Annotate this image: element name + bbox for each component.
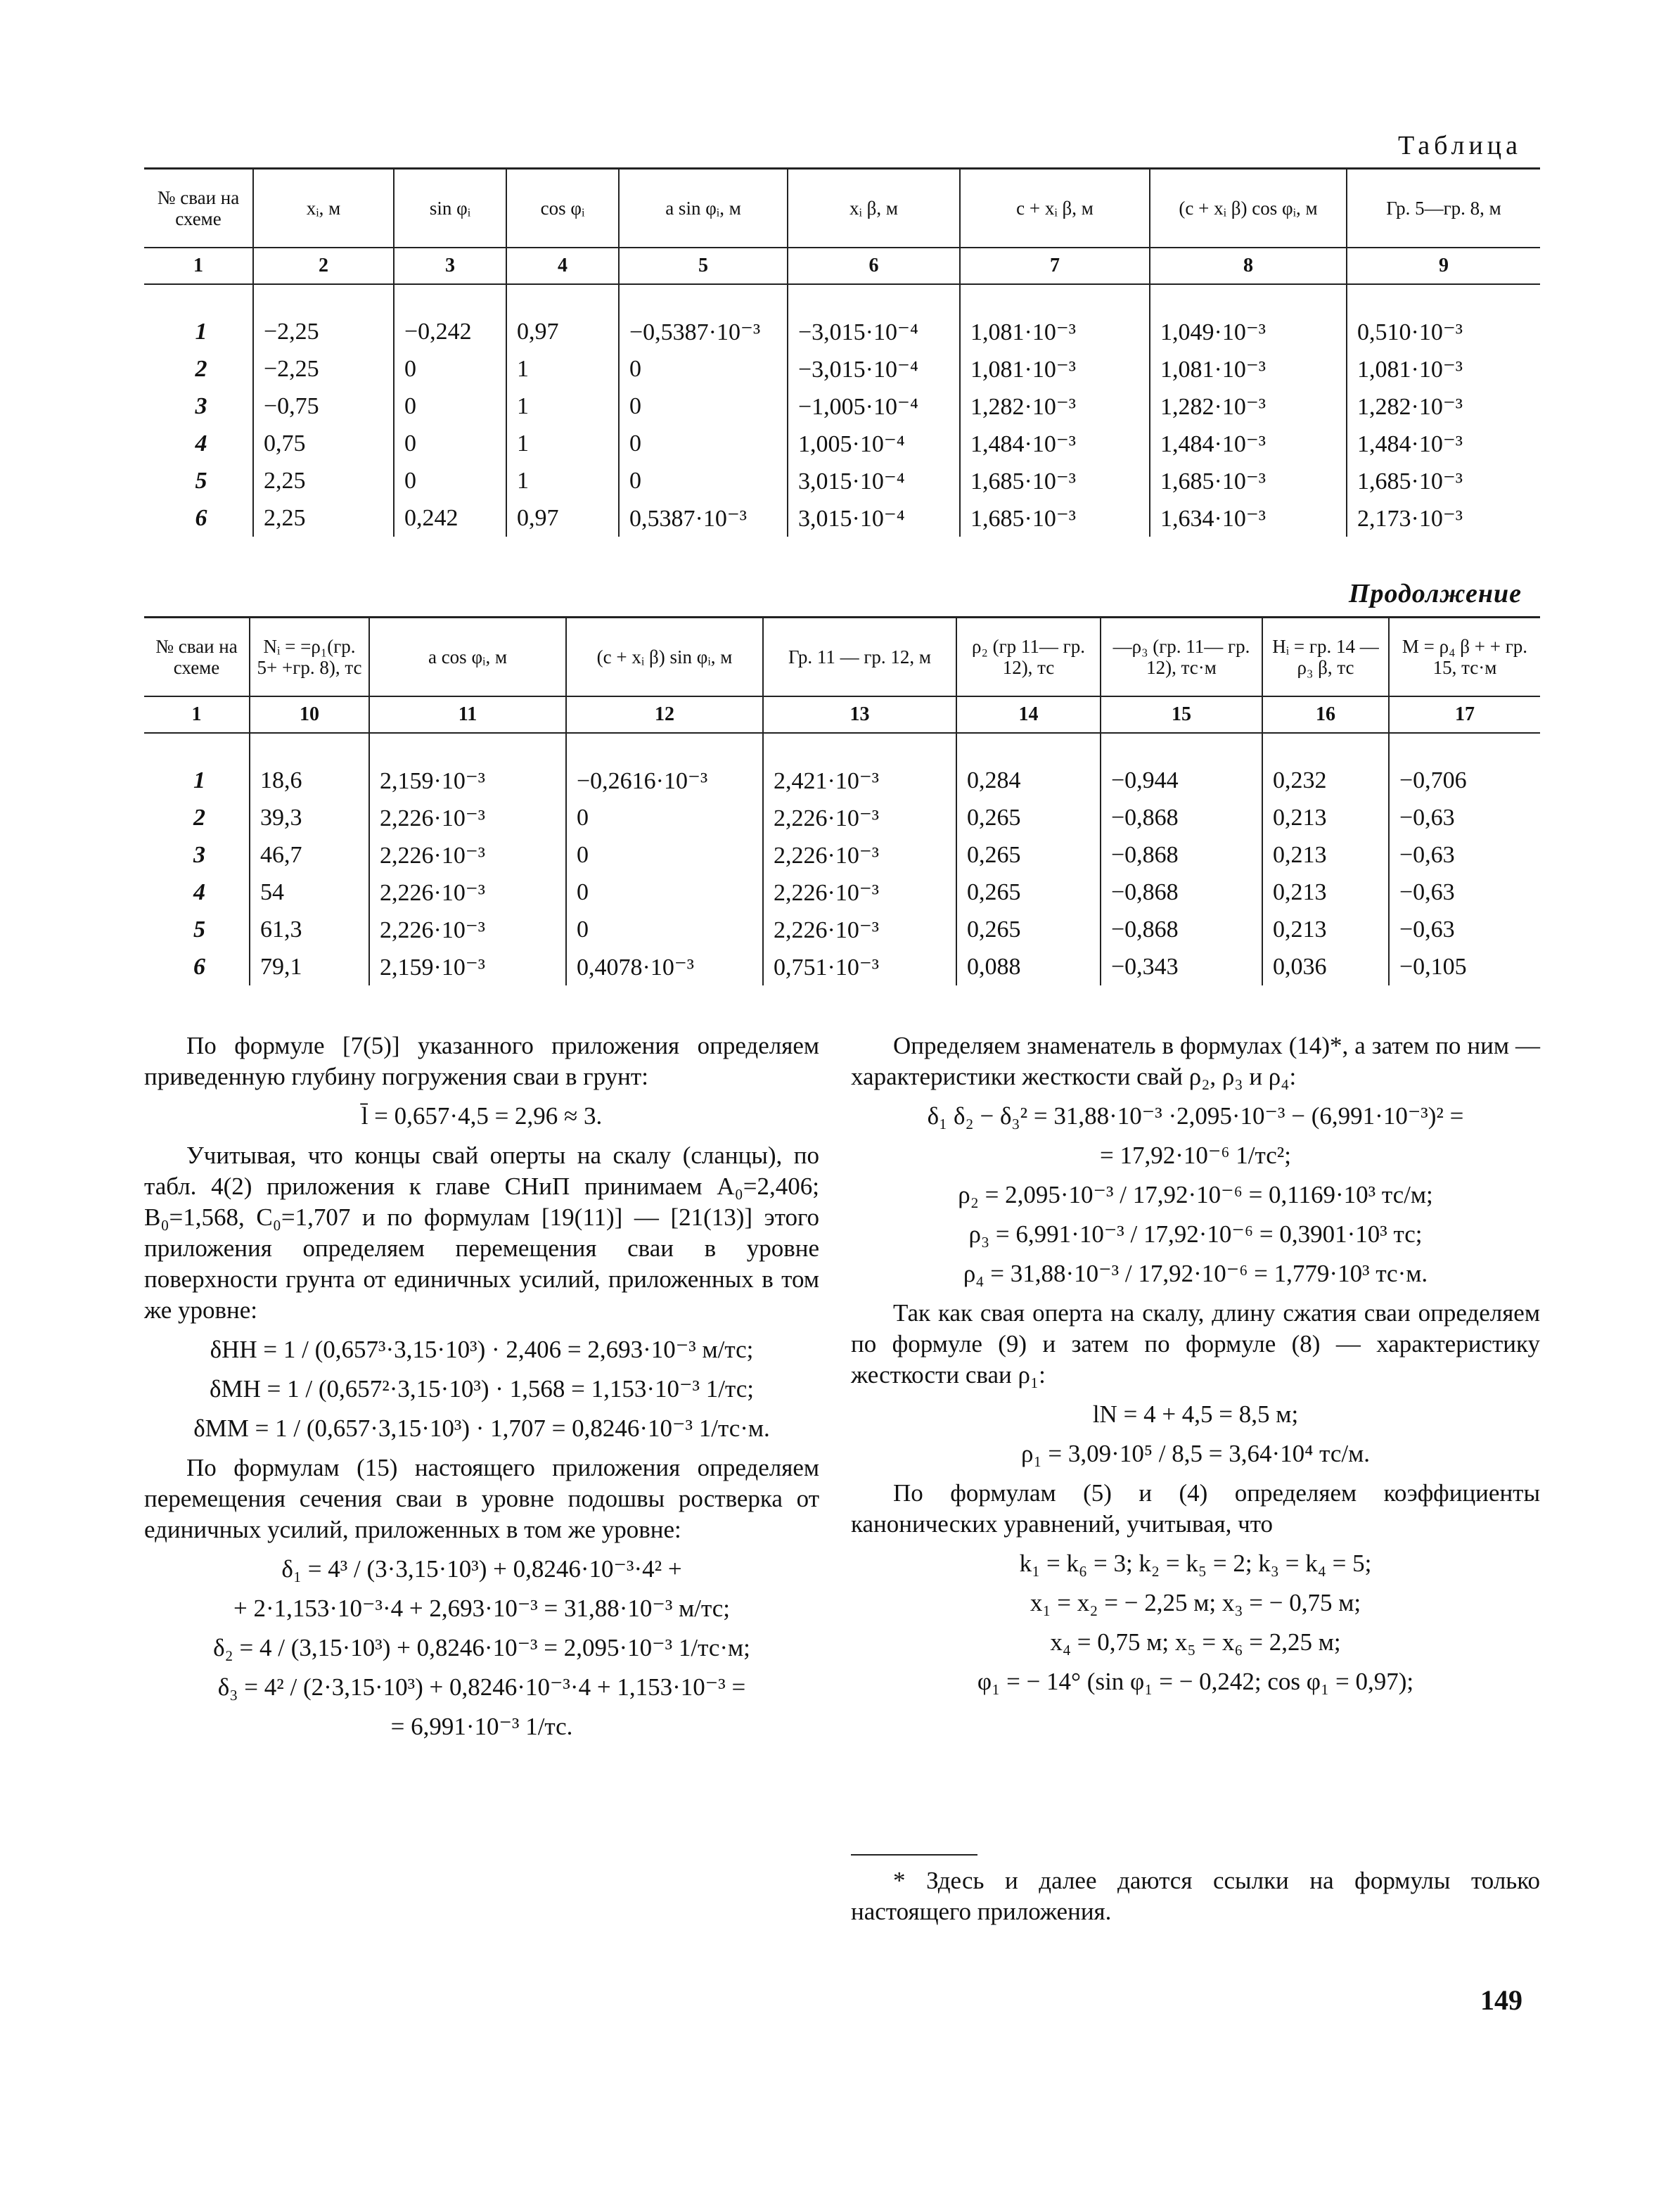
formula: l̄ = 0,657·4,5 = 2,96 ≈ 3. xyxy=(361,1102,603,1130)
formula: φ₁ = − 14° (sin φ₁ = − 0,242; cos φ₁ = 0,97); xyxy=(977,1668,1414,1695)
column-header: (c + xᵢ β) sin φᵢ, м xyxy=(566,618,763,697)
table-spacer-row xyxy=(144,733,1540,762)
table-cell: 0 xyxy=(619,388,788,425)
data-table-1 xyxy=(144,167,1540,537)
column-header: Гр. 11 — гр. 12, м xyxy=(763,618,956,697)
column-header: M = ρ₄ β + + гр. 15, тс·м xyxy=(1389,618,1540,697)
paragraph: Определяем знаменатель в формулах (14)*, а затем по ним — характеристики жесткости свай ρ₂, ρ₃ и ρ₄: xyxy=(851,1032,1540,1090)
table-cell: −0,868 xyxy=(1101,799,1262,836)
table-cell: 46,7 xyxy=(250,836,369,874)
column-number: 13 xyxy=(763,696,956,733)
table-cell: 3,015·10⁻⁴ xyxy=(788,462,960,499)
column-number: 9 xyxy=(1347,248,1540,284)
table-cell: 1,685·10⁻³ xyxy=(1347,462,1540,499)
column-header: № сваи на схеме xyxy=(144,169,253,248)
column-header: sin φᵢ xyxy=(394,169,506,248)
table-row xyxy=(144,911,1540,948)
table-cell: −0,944 xyxy=(1101,762,1262,799)
table-cell: 2,226·10⁻³ xyxy=(763,836,956,874)
column-number: 6 xyxy=(788,248,960,284)
table-cell: 2,226·10⁻³ xyxy=(369,911,566,948)
table-cell: 0 xyxy=(566,911,763,948)
pile-number-cell: 4 xyxy=(144,874,250,911)
column-number: 15 xyxy=(1101,696,1262,733)
table-cell: 2,226·10⁻³ xyxy=(369,799,566,836)
column-number: 10 xyxy=(250,696,369,733)
table-header-row xyxy=(144,169,1540,248)
column-header: a sin φᵢ, м xyxy=(619,169,788,248)
table-cell: 1,282·10⁻³ xyxy=(1347,388,1540,425)
table-cell: 0,265 xyxy=(956,799,1101,836)
table-row xyxy=(144,462,1540,499)
column-number: 5 xyxy=(619,248,788,284)
column-number-row xyxy=(144,248,1540,284)
table-cell: 0 xyxy=(394,462,506,499)
table-cell: 2,25 xyxy=(253,499,394,537)
table-cell: 1,081·10⁻³ xyxy=(960,313,1150,350)
table-cell: 0,242 xyxy=(394,499,506,537)
table-row xyxy=(144,388,1540,425)
table-cell: 1,049·10⁻³ xyxy=(1150,313,1347,350)
table-cell: 1,685·10⁻³ xyxy=(960,499,1150,537)
table-cell: 1,634·10⁻³ xyxy=(1150,499,1347,537)
column-header: Nᵢ = =ρ₁(гр. 5+ +гр. 8), тс xyxy=(250,618,369,697)
table-cell: 2,226·10⁻³ xyxy=(763,911,956,948)
footnote xyxy=(851,1865,1540,1933)
table-cell: 0,97 xyxy=(506,313,619,350)
table-row xyxy=(144,499,1540,537)
pile-number-cell: 3 xyxy=(144,388,253,425)
pile-number-cell: 5 xyxy=(144,911,250,948)
table-cell: 0,510·10⁻³ xyxy=(1347,313,1540,350)
table-cell: 0 xyxy=(619,350,788,388)
table-cell: −0,5387·10⁻³ xyxy=(619,313,788,350)
table-cell: 1,081·10⁻³ xyxy=(1150,350,1347,388)
formula: = 17,92·10⁻⁶ 1/тс²; xyxy=(1099,1142,1292,1169)
table-spacer-row xyxy=(144,284,1540,313)
table-cell: 2,226·10⁻³ xyxy=(763,874,956,911)
paragraph: Так как свая оперта на скалу, длину сжатия сваи определяем по формуле (9) и затем по формуле (8) — характеристику жесткости сваи ρ₁: xyxy=(851,1299,1540,1388)
table-continuation-caption: Продолжение xyxy=(1348,579,1522,608)
table-cell: 2,226·10⁻³ xyxy=(369,874,566,911)
table-cell: 0 xyxy=(566,874,763,911)
table-cell: 0,213 xyxy=(1262,911,1389,948)
table-cell: −0,105 xyxy=(1389,948,1540,985)
column-number: 14 xyxy=(956,696,1101,733)
column-number: 12 xyxy=(566,696,763,733)
table-cell: 2,226·10⁻³ xyxy=(763,799,956,836)
column-header: Гр. 5—гр. 8, м xyxy=(1347,169,1540,248)
footnote-text: * Здесь и далее даются ссылки на формулы только настоящего приложения. xyxy=(851,1867,1540,1925)
formula: lN = 4 + 4,5 = 8,5 м; xyxy=(1092,1400,1299,1428)
table-cell: −0,868 xyxy=(1101,874,1262,911)
formula: δMH = 1 / (0,657²·3,15·10³) · 1,568 = 1,153·10⁻³ 1/тс; xyxy=(210,1375,754,1403)
pile-number-cell: 6 xyxy=(144,948,250,985)
table-caption: Таблица xyxy=(1397,131,1522,160)
table-row xyxy=(144,762,1540,799)
table-cell: −0,75 xyxy=(253,388,394,425)
table-cell: 2,25 xyxy=(253,462,394,499)
table-cell: −1,005·10⁻⁴ xyxy=(788,388,960,425)
table-cell: 0 xyxy=(394,388,506,425)
table-cell: 1,081·10⁻³ xyxy=(1347,350,1540,388)
column-header: № сваи на схеме xyxy=(144,618,250,697)
text-column-left xyxy=(144,1030,819,1751)
table-cell: 1,484·10⁻³ xyxy=(960,425,1150,462)
table-cell: −0,2616·10⁻³ xyxy=(566,762,763,799)
formula: δ₂ = 4 / (3,15·10³) + 0,8246·10⁻³ = 2,095·10⁻³ 1/тс·м; xyxy=(213,1634,750,1661)
table-cell: 0,75 xyxy=(253,425,394,462)
pile-number-cell: 3 xyxy=(144,836,250,874)
paragraph: По формуле [7(5)] указанного приложения определяем приведенную глубину погружения сваи в грунт: xyxy=(144,1032,819,1090)
formula: = 6,991·10⁻³ 1/тс. xyxy=(390,1713,573,1740)
formula: δHH = 1 / (0,657³·3,15·10³) · 2,406 = 2,693·10⁻³ м/тс; xyxy=(210,1336,754,1363)
table-cell: 3,015·10⁻⁴ xyxy=(788,499,960,537)
formula: δMM = 1 / (0,657·3,15·10³) · 1,707 = 0,8246·10⁻³ 1/тс·м. xyxy=(193,1415,770,1442)
table-cell: −3,015·10⁻⁴ xyxy=(788,313,960,350)
column-header: Hᵢ = гр. 14 — ρ₃ β, тс xyxy=(1262,618,1389,697)
formula: ρ₄ = 31,88·10⁻³ / 17,92·10⁻⁶ = 1,779·10³ тс·м. xyxy=(963,1260,1428,1287)
column-number: 8 xyxy=(1150,248,1347,284)
table-cell: 0,751·10⁻³ xyxy=(763,948,956,985)
formula: ρ₁ = 3,09·10⁵ / 8,5 = 3,64·10⁴ тс/м. xyxy=(1021,1440,1370,1467)
paragraph: По формулам (15) настоящего приложения определяем перемещения сечения сваи в уровне подошвы ростверка от единичных усилий, приложенных в том же уровне: xyxy=(144,1454,819,1543)
table-cell: 1 xyxy=(506,462,619,499)
pile-number-cell: 1 xyxy=(144,762,250,799)
column-header: xᵢ β, м xyxy=(788,169,960,248)
table-cell: 0,036 xyxy=(1262,948,1389,985)
paragraph: По формулам (5) и (4) определяем коэффициенты канонических уравнений, учитывая, что xyxy=(851,1479,1540,1538)
table-cell: 0 xyxy=(394,425,506,462)
page-number: 149 xyxy=(1480,1984,1522,2016)
text-column-right xyxy=(851,1030,1540,1706)
column-number: 1 xyxy=(144,696,250,733)
table-cell: 0,265 xyxy=(956,836,1101,874)
table-cell: 0,213 xyxy=(1262,799,1389,836)
table-header-row xyxy=(144,618,1540,697)
table-cell: 2,159·10⁻³ xyxy=(369,948,566,985)
table-cell: 0 xyxy=(566,836,763,874)
column-number-row xyxy=(144,696,1540,733)
table-cell: 2,173·10⁻³ xyxy=(1347,499,1540,537)
table-cell: 0,213 xyxy=(1262,836,1389,874)
table-cell: −0,63 xyxy=(1389,799,1540,836)
table-cell: 2,421·10⁻³ xyxy=(763,762,956,799)
table-cell: 61,3 xyxy=(250,911,369,948)
formula: + 2·1,153·10⁻³·4 + 2,693·10⁻³ = 31,88·10⁻³ м/тс; xyxy=(233,1595,730,1622)
table-cell: 2,159·10⁻³ xyxy=(369,762,566,799)
table-row xyxy=(144,799,1540,836)
table-cell: 1,005·10⁻⁴ xyxy=(788,425,960,462)
table-cell: 0 xyxy=(619,462,788,499)
table-cell: 0 xyxy=(394,350,506,388)
table-cell: −0,868 xyxy=(1101,911,1262,948)
footnote-divider xyxy=(851,1854,977,1856)
formula: δ₁ δ₂ − δ₃² = 31,88·10⁻³ ·2,095·10⁻³ − (6,991·10⁻³)² = xyxy=(927,1102,1464,1130)
table-cell: −0,63 xyxy=(1389,874,1540,911)
table-cell: 0,265 xyxy=(956,911,1101,948)
formula: k₁ = k₆ = 3; k₂ = k₅ = 2; k₃ = k₄ = 5; xyxy=(1019,1550,1372,1577)
table-cell: 0,213 xyxy=(1262,874,1389,911)
column-header: a cos φᵢ, м xyxy=(369,618,566,697)
formula: δ₃ = 4² / (2·3,15·10³) + 0,8246·10⁻³·4 + 1,153·10⁻³ = xyxy=(217,1673,746,1701)
table-row xyxy=(144,948,1540,985)
table-cell: 1 xyxy=(506,425,619,462)
table-cell: 1,484·10⁻³ xyxy=(1150,425,1347,462)
column-number: 2 xyxy=(253,248,394,284)
table-cell: −0,706 xyxy=(1389,762,1540,799)
table-cell: 0 xyxy=(619,425,788,462)
table-cell: 1,685·10⁻³ xyxy=(960,462,1150,499)
table-cell: −0,242 xyxy=(394,313,506,350)
table-cell: 2,226·10⁻³ xyxy=(369,836,566,874)
table-cell: −2,25 xyxy=(253,350,394,388)
formula: ρ₃ = 6,991·10⁻³ / 17,92·10⁻⁶ = 0,3901·10³ тс; xyxy=(968,1220,1423,1248)
table-cell: −0,868 xyxy=(1101,836,1262,874)
table-cell: −0,63 xyxy=(1389,836,1540,874)
data-table-2 xyxy=(144,616,1540,985)
pile-number-cell: 6 xyxy=(144,499,253,537)
table-cell: 1,282·10⁻³ xyxy=(960,388,1150,425)
formula: δ₁ = 4³ / (3·3,15·10³) + 0,8246·10⁻³·4² + xyxy=(281,1555,682,1583)
table-cell: 79,1 xyxy=(250,948,369,985)
table-row xyxy=(144,313,1540,350)
pile-number-cell: 1 xyxy=(144,313,253,350)
table-row xyxy=(144,836,1540,874)
column-number: 7 xyxy=(960,248,1150,284)
column-header: xᵢ, м xyxy=(253,169,394,248)
table-cell: 1 xyxy=(506,350,619,388)
column-number: 11 xyxy=(369,696,566,733)
column-number: 17 xyxy=(1389,696,1540,733)
table-cell: 18,6 xyxy=(250,762,369,799)
table-cell: 1,081·10⁻³ xyxy=(960,350,1150,388)
table-row xyxy=(144,425,1540,462)
column-header: —ρ₃ (гр. 11— гр. 12), тс·м xyxy=(1101,618,1262,697)
column-number: 1 xyxy=(144,248,253,284)
table-cell: 0,5387·10⁻³ xyxy=(619,499,788,537)
table-cell: 1,685·10⁻³ xyxy=(1150,462,1347,499)
table-cell: −0,63 xyxy=(1389,911,1540,948)
formula: ρ₂ = 2,095·10⁻³ / 17,92·10⁻⁶ = 0,1169·10³ тс/м; xyxy=(958,1181,1433,1208)
column-number: 16 xyxy=(1262,696,1389,733)
table-cell: 39,3 xyxy=(250,799,369,836)
pile-number-cell: 2 xyxy=(144,350,253,388)
column-number: 4 xyxy=(506,248,619,284)
formula: x₄ = 0,75 м; x₅ = x₆ = 2,25 м; xyxy=(1050,1628,1341,1656)
table-cell: −2,25 xyxy=(253,313,394,350)
table-cell: 0 xyxy=(566,799,763,836)
column-header: (c + xᵢ β) cos φᵢ, м xyxy=(1150,169,1347,248)
table-cell: 0,4078·10⁻³ xyxy=(566,948,763,985)
table-cell: 0,97 xyxy=(506,499,619,537)
table-row xyxy=(144,874,1540,911)
column-header: c + xᵢ β, м xyxy=(960,169,1150,248)
pile-number-cell: 4 xyxy=(144,425,253,462)
table-row xyxy=(144,350,1540,388)
table-cell: 54 xyxy=(250,874,369,911)
table-cell: 0,284 xyxy=(956,762,1101,799)
table-cell: 1,282·10⁻³ xyxy=(1150,388,1347,425)
pile-number-cell: 2 xyxy=(144,799,250,836)
paragraph: Учитывая, что концы свай оперты на скалу (сланцы), по табл. 4(2) приложения к главе СНиП принимаем A₀=2,406; B₀=1,568, C₀=1,707 и по формулам [19(11)] — [21(13)] этого приложения определяем перемещения сваи в уровне поверхности грунта от единичных усилий, приложенных в том же уровне: xyxy=(144,1142,819,1324)
table-cell: 0,265 xyxy=(956,874,1101,911)
pile-number-cell: 5 xyxy=(144,462,253,499)
formula: x₁ = x₂ = − 2,25 м; x₃ = − 0,75 м; xyxy=(1030,1589,1361,1616)
column-number: 3 xyxy=(394,248,506,284)
table-cell: 0,088 xyxy=(956,948,1101,985)
table-cell: 0,232 xyxy=(1262,762,1389,799)
column-header: cos φᵢ xyxy=(506,169,619,248)
table-cell: 1,484·10⁻³ xyxy=(1347,425,1540,462)
table-cell: −0,343 xyxy=(1101,948,1262,985)
table-cell: 1 xyxy=(506,388,619,425)
table-cell: −3,015·10⁻⁴ xyxy=(788,350,960,388)
column-header: ρ₂ (гр 11— гр. 12), тс xyxy=(956,618,1101,697)
